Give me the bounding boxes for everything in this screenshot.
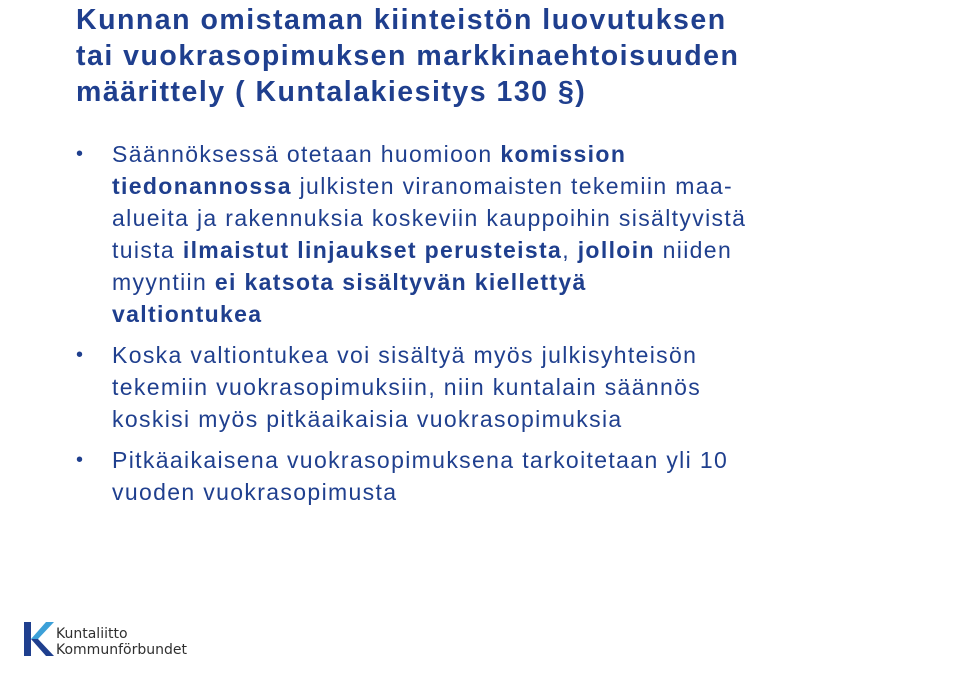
- bullet-item-lease: [76, 339, 936, 435]
- text-run: tuista: [112, 237, 183, 263]
- bullet-item-commission: [76, 138, 936, 330]
- bold-run: ei katsota sisältyvän kiellettyä: [214, 269, 587, 295]
- slide-title: [76, 2, 936, 110]
- logo-line-1: Kuntaliitto: [56, 626, 128, 642]
- bullet-1-line-2: [112, 170, 936, 202]
- text-run: Säännöksessä otetaan huomioon: [112, 141, 501, 167]
- bullet-1-line-5: [112, 266, 936, 298]
- kuntaliitto-logo: [22, 620, 202, 662]
- bullet-dot: •: [76, 344, 85, 366]
- bullet-dot: •: [76, 449, 85, 471]
- logo-line-2: Kommunförbundet: [56, 642, 187, 658]
- text-run: niiden: [654, 237, 733, 263]
- bullet-3-line-2: vuoden vuokrasopimusta: [112, 479, 398, 505]
- bullet-dot: •: [76, 143, 85, 165]
- title-line-1: Kunnan omistaman kiinteistön luovutuksen: [76, 4, 727, 36]
- bold-run: ilmaistut linjaukset perusteista: [182, 237, 563, 263]
- title-line-2: tai vuokrasopimuksen markkinaehtoisuuden: [76, 40, 740, 72]
- bullet-1-line-3: alueita ja rakennuksia koskeviin kauppoihin sisältyvistä: [112, 205, 747, 231]
- logo-wordmark: [56, 626, 187, 658]
- kuntaliitto-k-logo-icon: [22, 620, 56, 658]
- bullet-1-line-4: [112, 234, 936, 266]
- text-run: ,: [562, 237, 578, 263]
- bullet-list: [76, 138, 936, 517]
- bullet-item-long-term: [76, 444, 936, 508]
- bullet-3-line-1: Pitkäaikaisena vuokrasopimuksena tarkoitetaan yli 10: [112, 447, 729, 473]
- bullet-2-line-1: Koska valtiontukea voi sisältyä myös julkisyhteisön: [112, 342, 698, 368]
- bullet-1-line-6: valtiontukea: [112, 301, 263, 327]
- text-run: julkisten viranomaisten tekemiin maa-: [291, 173, 734, 199]
- bold-run: komission: [500, 141, 627, 167]
- text-run: myyntiin: [112, 269, 215, 295]
- bold-run: jolloin: [577, 237, 655, 263]
- title-line-3: määrittely ( Kuntalakiesitys 130 §): [76, 76, 587, 108]
- bullet-2-line-2: tekemiin vuokrasopimuksiin, niin kuntalain säännös: [112, 374, 702, 400]
- bullet-2-line-3: koskisi myös pitkäaikaisia vuokrasopimuksia: [112, 406, 623, 432]
- bold-run: tiedonannossa: [112, 173, 292, 199]
- bullet-1-line-1: [112, 138, 936, 170]
